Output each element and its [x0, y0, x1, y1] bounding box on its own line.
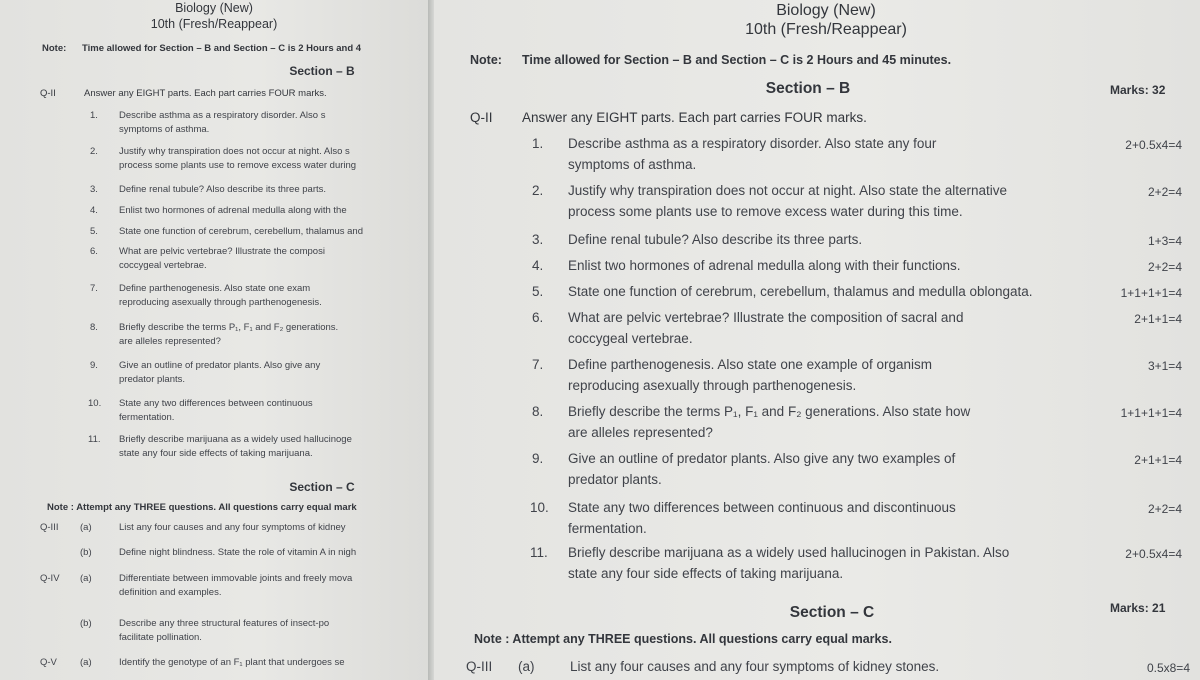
item-text: Briefly describe the terms P₁, F₁ and F₂ generations.	[119, 322, 339, 333]
item-text: What are pelvic vertebrae? Illustrate the composition of sacral and	[568, 310, 964, 325]
item-text: What are pelvic vertebrae? Illustrate the composi	[119, 246, 325, 257]
item-text: Give an outline of predator plants. Also give any	[119, 360, 321, 371]
item-number: 1.	[90, 110, 98, 121]
item-text: Give an outline of predator plants. Also give any two examples of	[568, 451, 956, 466]
item-number: 10.	[530, 500, 549, 515]
item-text: Justify why transpiration does not occur at night. Also state the alternative	[568, 183, 1007, 198]
question-label: Q-IV	[40, 573, 60, 584]
exam-class: 10th (Fresh/Reappear)	[745, 21, 907, 38]
item-marks: 2+2=4	[1147, 502, 1182, 516]
item-text: fermentation.	[119, 411, 175, 423]
item-text: coccygeal vertebrae.	[568, 331, 693, 346]
item-text: Identify the genotype of an F₁ plant that undergoes se	[119, 657, 345, 668]
item-text: state any four side effects of taking marijuana.	[119, 447, 313, 459]
question-label: Q-II	[470, 110, 493, 125]
item-text: predator plants.	[568, 472, 662, 487]
item-text: Define parthenogenesis. Also state one example of organism	[568, 357, 932, 372]
item-marks: 2+0.5x4=4	[1125, 138, 1182, 152]
item-text: symptoms of asthma.	[568, 157, 697, 172]
section-b-marks: Marks: 32	[1110, 83, 1166, 97]
item-number: 11.	[530, 545, 548, 560]
item-text: reproducing asexually through parthenogenesis.	[119, 296, 322, 308]
item-number: 4.	[532, 258, 544, 273]
question-instruction: Answer any EIGHT parts. Each part carries FOUR marks.	[522, 110, 867, 125]
item-text: State any two differences between continuous	[119, 398, 313, 409]
item-text: facilitate pollination.	[119, 631, 202, 643]
part-label: (a)	[80, 522, 92, 533]
item-number: 11.	[88, 434, 101, 445]
question-label: Q-III	[466, 659, 493, 674]
note-label: Note:	[42, 43, 67, 54]
item-text: List any four causes and any four symptoms of kidney stones.	[570, 659, 940, 674]
item-text: Differentiate between immovable joints and freely mova	[119, 573, 353, 584]
section-c-note: Note : Attempt any THREE questions. All questions carry equal mark	[47, 502, 357, 513]
item-number: 6.	[532, 310, 544, 325]
section-b-heading: Section – B	[289, 64, 355, 78]
part-label: (b)	[80, 618, 92, 629]
item-text: Define night blindness. State the role of vitamin A in nigh	[119, 547, 357, 558]
item-text: process some plants use to remove excess water during this time.	[568, 204, 963, 219]
item-number: 1.	[532, 136, 544, 151]
item-marks: 3+1=4	[1147, 359, 1182, 373]
item-text: process some plants use to remove excess water during	[119, 159, 357, 171]
item-number: 2.	[90, 146, 98, 157]
section-c-note: Note : Attempt any THREE questions. All questions carry equal marks.	[474, 632, 892, 646]
left-exam-page	[0, 0, 428, 680]
question-label: Q-III	[40, 522, 59, 533]
item-text: Justify why transpiration does not occur at night. Also s	[119, 146, 350, 157]
exam-subject: Biology (New)	[175, 1, 253, 15]
item-text: Briefly describe marijuana as a widely used hallucinogen in Pakistan. Also	[568, 545, 1010, 560]
item-marks: 2+1+1=4	[1134, 312, 1182, 326]
item-text: List any four causes and any four symptoms of kidney	[119, 522, 346, 533]
item-number: 2.	[532, 183, 544, 198]
part-label: (b)	[80, 547, 92, 558]
item-text: fermentation.	[568, 521, 647, 536]
section-c-heading: Section – C	[289, 480, 355, 494]
item-marks: 1+3=4	[1147, 234, 1182, 248]
exam-class: 10th (Fresh/Reappear)	[150, 17, 278, 31]
item-number: 7.	[90, 283, 98, 294]
item-text: predator plants.	[119, 373, 186, 385]
section-c-marks: Marks: 21	[1110, 601, 1166, 615]
item-text: symptoms of asthma.	[119, 123, 210, 135]
item-marks: 2+0.5x4=4	[1125, 547, 1182, 561]
item-text: Define renal tubule? Also describe its three parts.	[119, 184, 327, 195]
item-number: 9.	[90, 360, 98, 371]
item-number: 8.	[90, 322, 98, 333]
item-number: 9.	[532, 451, 544, 466]
item-text: state any four side effects of taking marijuana.	[568, 566, 844, 581]
item-text: Enlist two hormones of adrenal medulla along with the	[119, 205, 347, 216]
item-number: 8.	[532, 404, 544, 419]
question-label: Q-V	[40, 657, 57, 668]
item-text: definition and examples.	[119, 586, 222, 598]
item-number: 3.	[532, 232, 544, 247]
item-number: 5.	[532, 284, 544, 299]
item-number: 3.	[90, 184, 98, 195]
part-label: (a)	[518, 659, 535, 674]
item-marks: 1+1+1+1=4	[1120, 406, 1182, 420]
item-text: Describe any three structural features of insect-po	[119, 618, 330, 629]
item-text: State one function of cerebrum, cerebellum, thalamus and medulla oblongata.	[568, 284, 1033, 299]
item-text: reproducing asexually through parthenogenesis.	[568, 378, 857, 393]
question-instruction: Answer any EIGHT parts. Each part carries FOUR marks.	[84, 88, 327, 99]
note-text: Time allowed for Section – B and Section – C is 2 Hours and 45 minutes.	[522, 53, 952, 67]
note-label: Note:	[470, 53, 502, 67]
item-marks: 1+1+1+1=4	[1120, 286, 1182, 300]
part-label: (a)	[80, 657, 92, 668]
item-text: are alleles represented?	[119, 335, 221, 347]
item-text: State one function of cerebrum, cerebellum, thalamus and	[119, 226, 363, 237]
item-text: Briefly describe marijuana as a widely used hallucinoge	[119, 434, 352, 445]
item-number: 10.	[88, 398, 102, 409]
item-marks: 2+2=4	[1147, 260, 1182, 274]
item-text: are alleles represented?	[568, 425, 713, 440]
item-number: 4.	[90, 205, 98, 216]
item-marks: 2+1+1=4	[1134, 453, 1182, 467]
item-text: Define renal tubule? Also describe its three parts.	[568, 232, 863, 247]
item-text: Define parthenogenesis. Also state one exam	[119, 283, 311, 294]
item-text: Briefly describe the terms P₁, F₁ and F₂ generations. Also state how	[568, 404, 971, 419]
item-marks: 2+2=4	[1147, 185, 1182, 199]
right-exam-page	[434, 0, 1200, 680]
item-text: coccygeal vertebrae.	[119, 259, 207, 271]
section-b-heading: Section – B	[765, 80, 851, 97]
item-text: State any two differences between continuous and discontinuous	[568, 500, 956, 515]
note-text: Time allowed for Section – B and Section – C is 2 Hours and 4	[82, 43, 362, 54]
item-number: 5.	[90, 226, 98, 237]
item-text: Describe asthma as a respiratory disorder. Also s	[119, 110, 326, 121]
part-label: (a)	[80, 573, 92, 584]
item-number: 6.	[90, 246, 98, 257]
section-c-heading: Section – C	[789, 604, 875, 621]
item-text: Describe asthma as a respiratory disorder. Also state any four	[568, 136, 937, 151]
question-label: Q-II	[40, 88, 56, 99]
item-number: 7.	[532, 357, 544, 372]
item-marks: 0.5x8=4	[1146, 661, 1190, 675]
item-text: Enlist two hormones of adrenal medulla along with their functions.	[568, 258, 961, 273]
exam-subject: Biology (New)	[776, 2, 876, 19]
